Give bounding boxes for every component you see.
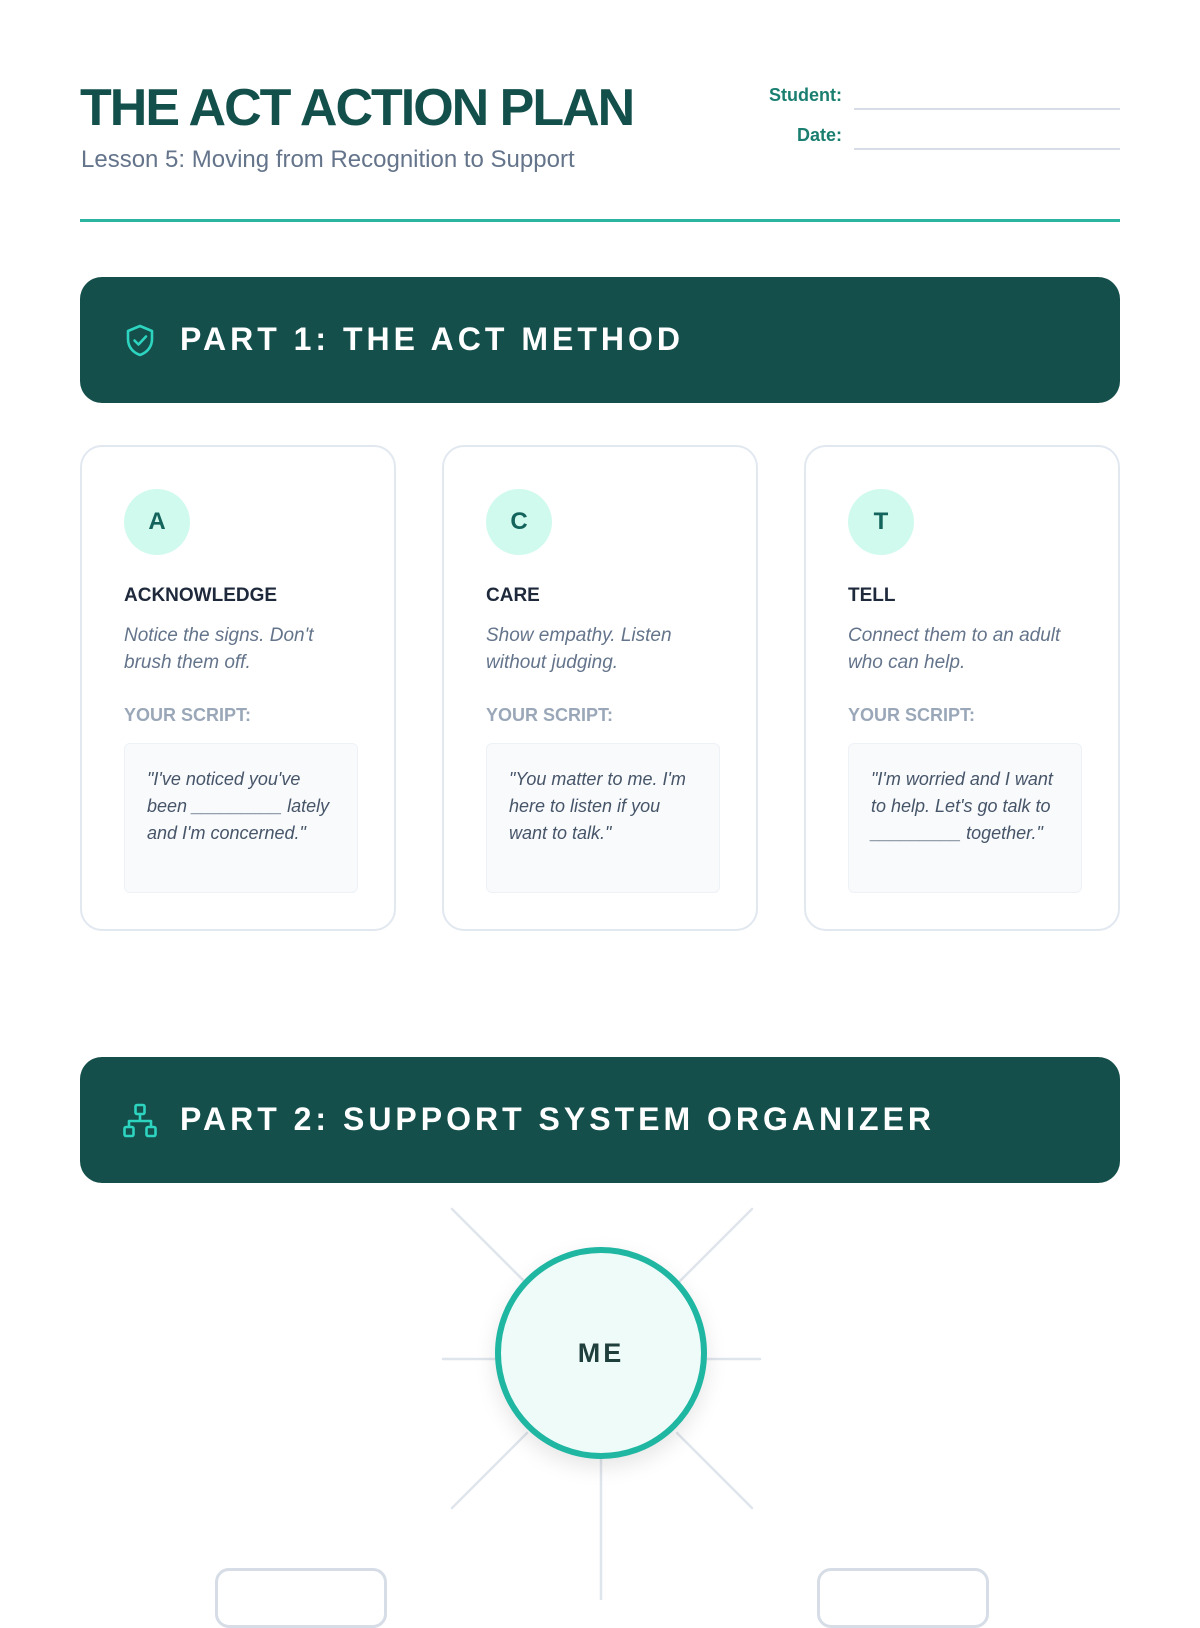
card-heading: ACKNOWLEDGE [124, 585, 278, 606]
script-box: "I've noticed you've been _________ lately and I'm concerned." [124, 743, 358, 893]
student-label: Student: [769, 85, 842, 105]
card-description: Connect them to an adult who can help. [848, 625, 1061, 673]
letter-badge: C [486, 489, 552, 555]
script-box: "I'm worried and I want to help. Let's go talk to _________ together." [848, 743, 1082, 893]
card-heading: TELL [848, 585, 896, 606]
script-label: YOUR SCRIPT: [848, 705, 976, 725]
support-contact-box-left[interactable] [215, 1568, 387, 1628]
script-label: YOUR SCRIPT: [124, 705, 252, 725]
page-subtitle: Lesson 5: Moving from Recognition to Support [81, 146, 575, 173]
part2-title: PART 2: SUPPORT SYSTEM ORGANIZER [180, 1101, 936, 1137]
part1-title: PART 1: THE ACT METHOD [180, 321, 684, 357]
page-title: THE ACT ACTION PLAN [80, 79, 634, 137]
card-description: Show empathy. Listen without judging. [486, 625, 672, 673]
card-description: Notice the signs. Don't brush them off. [124, 625, 314, 673]
card-heading: CARE [486, 585, 540, 606]
me-center-circle: ME [495, 1247, 707, 1459]
script-label: YOUR SCRIPT: [486, 705, 614, 725]
letter-badge: A [124, 489, 190, 555]
letter-badge: T [848, 489, 914, 555]
date-label: Date: [796, 125, 842, 145]
support-contact-box-right[interactable] [817, 1568, 989, 1628]
script-box: "You matter to me. I'm here to listen if you want to talk." [486, 743, 720, 893]
